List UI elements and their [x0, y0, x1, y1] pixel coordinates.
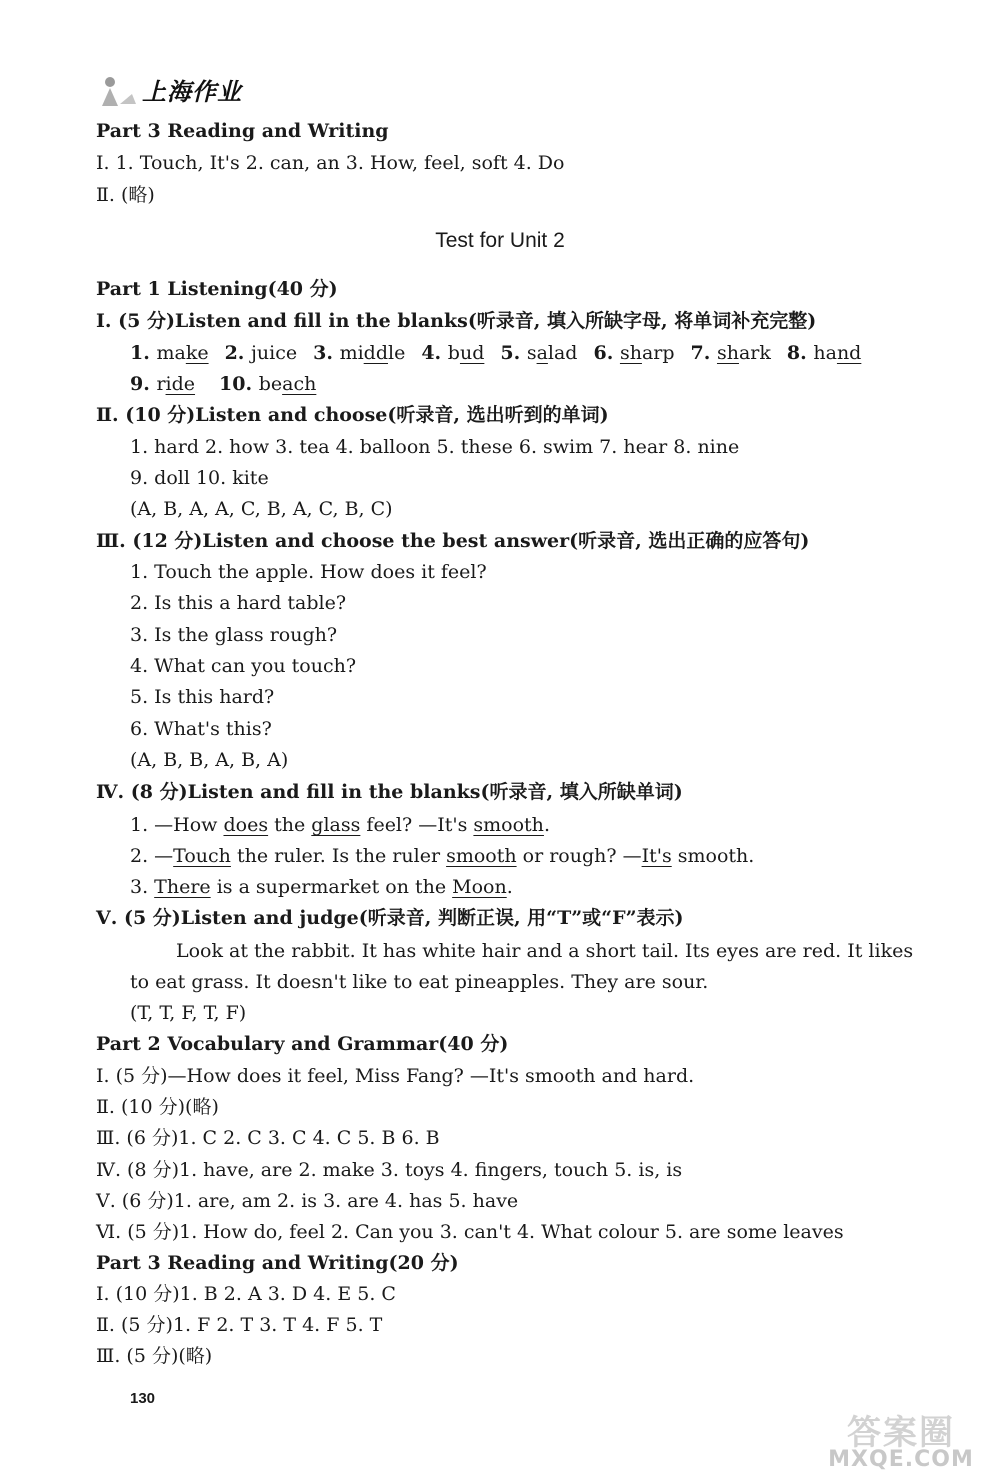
answer-blank: glass	[311, 814, 361, 836]
part1-section-v-answers: (T, T, F, T, F)	[130, 1002, 247, 1024]
part1-section-v-heading: Ⅴ. (5 分)Listen and judge(听录音, 判断正误, 用“T”或“F”表示)	[96, 907, 684, 929]
part2-line: Ⅵ. (5 分)1. How do, feel 2. Can you 3. can't 4. What colour 5. are some leaves	[96, 1221, 844, 1243]
item-number: 3.	[313, 342, 340, 364]
answer-blank: ide	[165, 373, 196, 395]
answer-blank: sh	[716, 342, 739, 364]
answer-blank: ach	[282, 373, 317, 395]
list-item: 2. Is this a hard table?	[130, 592, 347, 614]
logo-text: 上海作业	[142, 78, 242, 106]
text: 1. —How	[130, 814, 224, 836]
text: is a supermarket on the	[210, 876, 453, 898]
word-part: b	[447, 342, 460, 364]
watermark-top: 答案圈	[847, 1413, 955, 1453]
item-number: 2.	[224, 342, 252, 364]
list-item	[500, 342, 577, 364]
text: the	[268, 814, 312, 836]
part1-section-i-heading: Ⅰ. (5 分)Listen and fill in the blanks(听录音, 填入所缺字母, 将单词补充完整)	[96, 310, 817, 332]
part1-section-i-row2	[130, 371, 316, 397]
list-item	[219, 373, 316, 395]
word-part: arp	[641, 342, 675, 364]
item-number: 8.	[786, 342, 814, 364]
logo-figure-icon	[96, 70, 140, 110]
list-item	[593, 342, 674, 364]
list-item: 6. What's this?	[130, 718, 272, 740]
part1-section-v-paragraph1: Look at the rabbit. It has white hair and a short tail. Its eyes are red. It likes	[176, 940, 914, 962]
answer-blank: Touch	[173, 845, 231, 867]
list-item: 5. Is this hard?	[130, 686, 275, 708]
word-part: juice	[251, 342, 298, 364]
list-item: 1. Touch the apple. How does it feel?	[130, 561, 487, 583]
text: 3.	[130, 876, 155, 898]
part3-answers-ii: Ⅱ. (略)	[96, 184, 155, 206]
item-number: 7.	[690, 342, 717, 364]
list-item	[130, 342, 209, 364]
answer-blank: sh	[619, 342, 642, 364]
text: the ruler. Is the ruler	[230, 845, 447, 867]
item-number: 1.	[130, 342, 157, 364]
item-number: 5.	[500, 342, 527, 364]
word-part: be	[258, 373, 283, 395]
list-item: 4. What can you touch?	[130, 655, 357, 677]
part1-section-ii-row2: 9. doll 10. kite	[130, 467, 269, 489]
test-title: Test for Unit 2	[435, 229, 565, 252]
text: .	[543, 814, 550, 836]
part1-section-iii-answers: (A, B, B, A, B, A)	[130, 749, 289, 771]
list-item	[313, 342, 405, 364]
part3-test-line: Ⅰ. (10 分)1. B 2. A 3. D 4. E 5. C	[96, 1283, 396, 1305]
part2-line: Ⅰ. (5 分)—How does it feel, Miss Fang? —It's smooth and hard.	[96, 1065, 695, 1087]
part1-section-iv-line3	[130, 874, 513, 900]
list-item	[225, 342, 298, 364]
answer-blank: a	[536, 342, 548, 364]
text: smooth.	[671, 845, 755, 867]
text: 2. —	[130, 845, 174, 867]
list-item	[691, 342, 771, 364]
part1-section-ii-answers: (A, B, A, A, C, B, A, C, B, C)	[130, 498, 393, 520]
item-number: 6.	[593, 342, 620, 364]
word-part: ark	[738, 342, 771, 364]
part2-title: Part 2 Vocabulary and Grammar(40 分)	[96, 1033, 509, 1055]
part3-test-title: Part 3 Reading and Writing(20 分)	[96, 1252, 459, 1274]
answer-blank: nd	[836, 342, 862, 364]
part1-section-ii-row1: 1. hard 2. how 3. tea 4. balloon 5. these 6. swim 7. hear 8. nine	[130, 436, 740, 458]
part1-section-iv-line2	[130, 843, 754, 869]
word-part: ma	[156, 342, 186, 364]
watermark	[812, 1405, 990, 1475]
part1-section-ii-heading: Ⅱ. (10 分)Listen and choose(听录音, 选出听到的单词)	[96, 404, 609, 426]
watermark-url: MXQE.COM	[828, 1447, 974, 1472]
answer-blank: There	[154, 876, 211, 898]
answer-blank: ud	[459, 342, 485, 364]
word-part: r	[156, 373, 166, 395]
item-number: 4.	[421, 342, 448, 364]
word-part: le	[388, 342, 406, 364]
part2-line: Ⅴ. (6 分)1. are, am 2. is 3. are 4. has 5. have	[96, 1190, 519, 1212]
answer-blank: smooth	[473, 814, 544, 836]
part1-section-iv-line1	[130, 812, 550, 838]
answer-blank: It's	[641, 845, 672, 867]
part3-answers-i: Ⅰ. 1. Touch, It's 2. can, an 3. How, feel, soft 4. Do	[96, 152, 565, 174]
item-number: 9.	[130, 373, 157, 395]
answer-blank: does	[223, 814, 269, 836]
word-part: mi	[339, 342, 364, 364]
list-item	[421, 342, 484, 364]
part3-test-line: Ⅲ. (5 分)(略)	[96, 1345, 213, 1367]
list-item: 3. Is the glass rough?	[130, 624, 338, 646]
part1-section-v-paragraph2: to eat grass. It doesn't like to eat pineapples. They are sour.	[130, 971, 709, 993]
answer-blank: ke	[185, 342, 209, 364]
part1-title: Part 1 Listening(40 分)	[96, 278, 338, 300]
part1-section-i-row1	[130, 340, 861, 366]
list-item	[130, 373, 195, 395]
part1-section-iii-heading: Ⅲ. (12 分)Listen and choose the best answer(听录音, 选出正确的应答句)	[96, 530, 810, 552]
text: or rough? —	[516, 845, 642, 867]
book-logo	[96, 70, 276, 110]
part2-line: Ⅲ. (6 分)1. C 2. C 3. C 4. C 5. B 6. B	[96, 1127, 440, 1149]
answer-blank: smooth	[446, 845, 517, 867]
part2-line: Ⅳ. (8 分)1. have, are 2. make 3. toys 4. fingers, touch 5. is, is	[96, 1159, 683, 1181]
text: feel? —It's	[360, 814, 474, 836]
part3-test-line: Ⅱ. (5 分)1. F 2. T 3. T 4. F 5. T	[96, 1314, 383, 1336]
part2-line: Ⅱ. (10 分)(略)	[96, 1096, 219, 1118]
text: .	[506, 876, 513, 898]
word-part: lad	[547, 342, 578, 364]
word-part: s	[526, 342, 537, 364]
page-number: 130	[130, 1390, 156, 1407]
answer-blank: dd	[363, 342, 388, 364]
part3-title: Part 3 Reading and Writing	[96, 120, 389, 142]
word-part: ha	[813, 342, 837, 364]
answer-blank: Moon	[452, 876, 507, 898]
list-item	[787, 342, 861, 364]
item-number: 10.	[219, 373, 259, 395]
part1-section-iv-heading: Ⅳ. (8 分)Listen and fill in the blanks(听录音, 填入所缺单词)	[96, 781, 683, 803]
